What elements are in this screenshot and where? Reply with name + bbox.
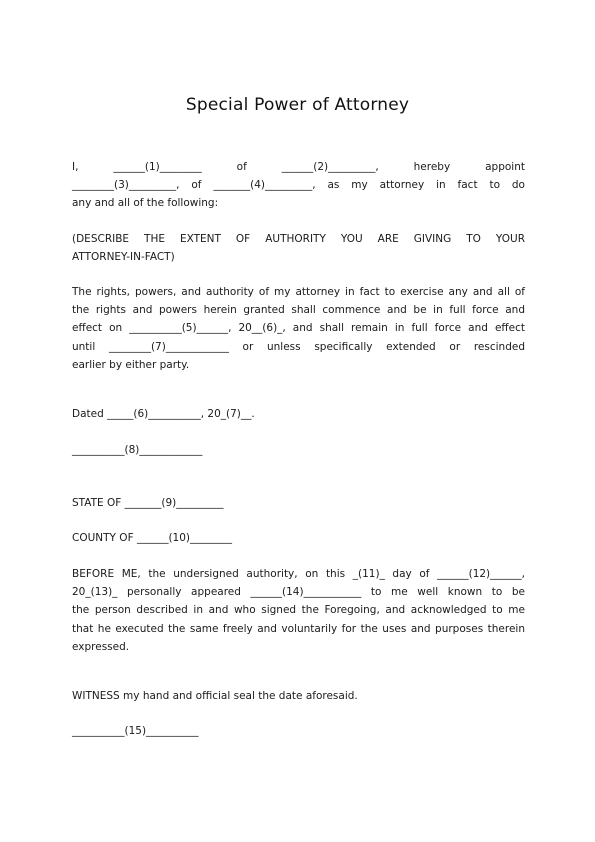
paragraph-line: (DESCRIBE THE EXTENT OF AUTHORITY YOU ARE GIVING TO YOUR bbox=[72, 233, 525, 245]
paragraph-line: The rights, powers, and authority of my attorney in fact to exercise any and all of bbox=[72, 286, 525, 298]
paragraph-line: the rights and powers herein granted shall commence and be in full force and bbox=[72, 304, 525, 317]
document-title: Special Power of Attorney bbox=[185, 95, 410, 115]
paragraph-line: effect on __________(5)______, 20__(6)_, and shall remain in full force and effect bbox=[72, 322, 525, 335]
county-line: COUNTY OF ______(10)________ bbox=[72, 532, 232, 544]
paragraph-line: BEFORE ME, the undersigned authority, on this _(11)_ day of ______(12)______, bbox=[72, 568, 525, 580]
paragraph-line: expressed. bbox=[72, 640, 130, 653]
notary-paragraph bbox=[72, 565, 525, 656]
paragraph-line: that he executed the same freely and voluntarily for the uses and purposes therein bbox=[72, 622, 525, 635]
witness-line: WITNESS my hand and official seal the date aforesaid. bbox=[72, 690, 358, 702]
paragraph-line: ATTORNEY-IN-FACT) bbox=[72, 251, 175, 264]
paragraph-line: earlier by either party. bbox=[72, 358, 190, 371]
rights-and-powers-paragraph bbox=[72, 283, 525, 374]
appointment-paragraph bbox=[72, 158, 525, 213]
paragraph-line: 20_(13)_ personally appeared ______(14)___________ to me well known to be bbox=[72, 586, 525, 599]
authority-instruction-paragraph bbox=[72, 230, 525, 266]
dated-line: Dated _____(6)__________, 20_(7)__. bbox=[72, 408, 255, 420]
paragraph-line: the person described in and who signed the Foregoing, and acknowledged to me bbox=[72, 604, 525, 617]
paragraph-line: until ________(7)____________ or unless specifically extended or rescinded bbox=[72, 340, 525, 353]
signature-line-8: __________(8)____________ bbox=[72, 444, 203, 456]
state-line: STATE OF _______(9)_________ bbox=[72, 497, 224, 509]
paragraph-line: any and all of the following: bbox=[72, 197, 219, 210]
paragraph-line: ________(3)_________, of _______(4)_________, as my attorney in fact to do bbox=[72, 179, 525, 192]
paragraph-line: I, ______(1)________ of ______(2)_________, hereby appoint bbox=[72, 161, 525, 173]
signature-line-15: __________(15)__________ bbox=[72, 725, 199, 737]
